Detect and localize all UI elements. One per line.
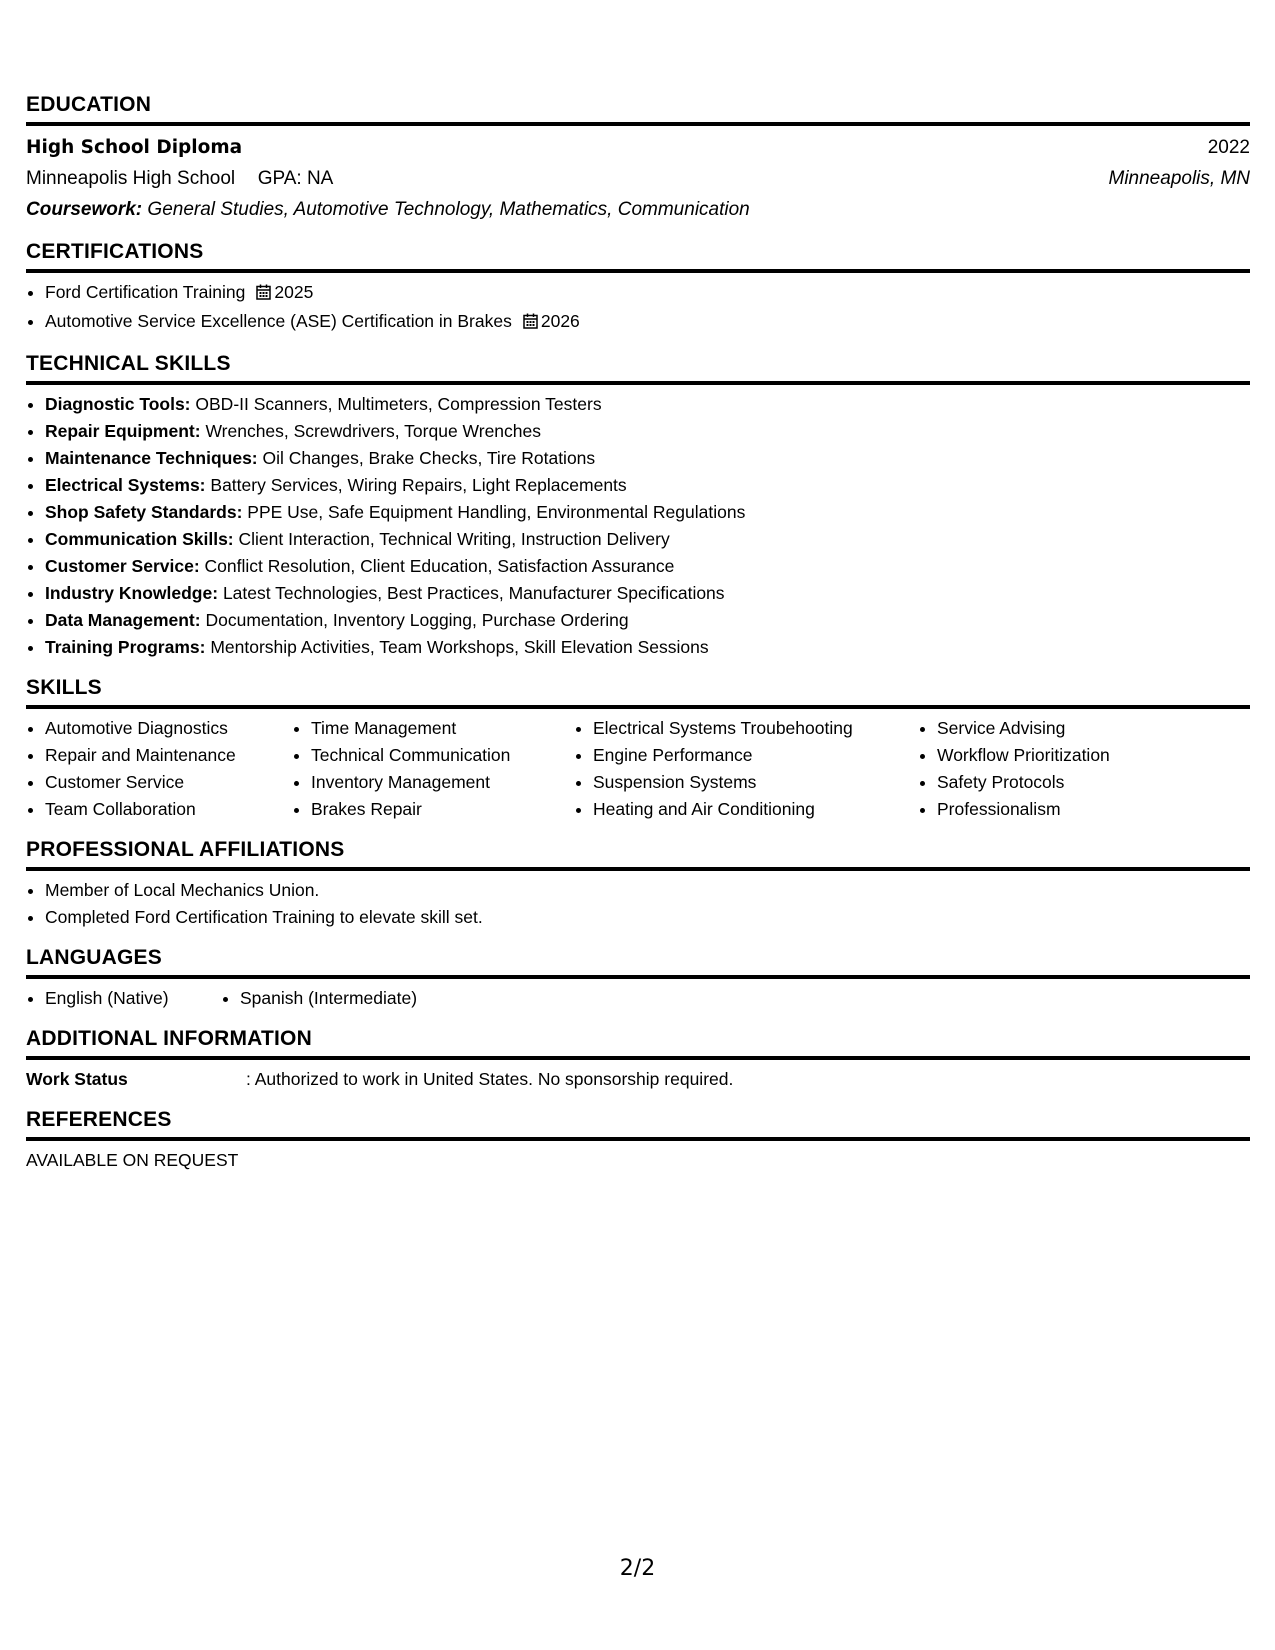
education-location: Minneapolis, MN bbox=[1108, 168, 1250, 189]
skill-text: Client Interaction, Technical Writing, Instruction Delivery bbox=[238, 529, 670, 549]
skill-text: Latest Technologies, Best Practices, Manufacturer Specifications bbox=[222, 583, 725, 603]
list-item: • Automotive Diagnostics bbox=[45, 715, 292, 742]
section-title-certifications: CERTIFICATIONS bbox=[26, 239, 1250, 273]
certification-name: Ford Certification Training bbox=[45, 282, 246, 302]
section-title-references: REFERENCES bbox=[26, 1107, 1250, 1141]
certification-year: 2026 bbox=[540, 311, 580, 331]
list-item: • Heating and Air Conditioning bbox=[593, 796, 918, 823]
skills-column bbox=[292, 715, 574, 823]
list-item: • Professionalism bbox=[937, 796, 1197, 823]
skill-label: Industry Knowledge: bbox=[45, 583, 219, 603]
calendar-icon bbox=[256, 281, 271, 308]
list-item bbox=[45, 279, 1250, 308]
education-year: 2022 bbox=[1207, 137, 1250, 158]
list-item: • Customer Service bbox=[45, 769, 292, 796]
list-item: • Engine Performance bbox=[593, 742, 918, 769]
certifications-section bbox=[26, 239, 1250, 337]
technical-skills-section bbox=[26, 351, 1250, 661]
education-school-row bbox=[26, 163, 1250, 194]
section-title-languages: LANGUAGES bbox=[26, 945, 1250, 979]
list-item bbox=[45, 445, 1250, 472]
skill-label: Data Management: bbox=[45, 610, 201, 630]
work-status-value: : Authorized to work in United States. No sponsorship required. bbox=[246, 1069, 734, 1089]
list-item: • Spanish (Intermediate) bbox=[240, 985, 417, 1012]
skills-section bbox=[26, 675, 1250, 823]
list-item: • Inventory Management bbox=[311, 769, 574, 796]
education-degree-row bbox=[26, 132, 1250, 163]
list-item: • Team Collaboration bbox=[45, 796, 292, 823]
list-item: • Technical Communication bbox=[311, 742, 574, 769]
skill-text: PPE Use, Safe Equipment Handling, Environmental Regulations bbox=[247, 502, 746, 522]
work-status-label: Work Status bbox=[26, 1069, 128, 1089]
section-title-technical-skills: TECHNICAL SKILLS bbox=[26, 351, 1250, 385]
list-item: • Brakes Repair bbox=[311, 796, 574, 823]
section-title-skills: SKILLS bbox=[26, 675, 1250, 709]
references-section bbox=[26, 1107, 1250, 1174]
skills-grid bbox=[26, 715, 1250, 823]
section-title-additional-info: ADDITIONAL INFORMATION bbox=[26, 1026, 1250, 1060]
education-section bbox=[26, 92, 1250, 225]
education-gpa: GPA: NA bbox=[257, 168, 334, 189]
coursework-label: Coursework: bbox=[26, 199, 143, 220]
list-item: • Time Management bbox=[311, 715, 574, 742]
certifications-list bbox=[26, 279, 1250, 337]
skill-text: Wrenches, Screwdrivers, Torque Wrenches bbox=[205, 421, 542, 441]
coursework-text: General Studies, Automotive Technology, Mathematics, Communication bbox=[147, 199, 750, 220]
certification-name: Automotive Service Excellence (ASE) Certification in Brakes bbox=[45, 311, 512, 331]
calendar-icon bbox=[523, 310, 538, 337]
resume-page bbox=[26, 92, 1250, 1188]
skill-label: Electrical Systems: bbox=[45, 475, 206, 495]
list-item bbox=[45, 391, 1250, 418]
list-item: • Member of Local Mechanics Union. bbox=[45, 877, 1250, 904]
list-item: • Electrical Systems Troubehooting bbox=[593, 715, 918, 742]
skills-column bbox=[918, 715, 1197, 823]
list-item bbox=[45, 526, 1250, 553]
skill-label: Communication Skills: bbox=[45, 529, 234, 549]
list-item: • Completed Ford Certification Training to elevate skill set. bbox=[45, 904, 1250, 931]
list-item: • Suspension Systems bbox=[593, 769, 918, 796]
list-item bbox=[45, 553, 1250, 580]
additional-info-section bbox=[26, 1026, 1250, 1093]
certification-year: 2025 bbox=[274, 282, 314, 302]
references-text: AVAILABLE ON REQUEST bbox=[26, 1150, 239, 1170]
skill-text: Conflict Resolution, Client Education, Satisfaction Assurance bbox=[204, 556, 675, 576]
list-item: • Safety Protocols bbox=[937, 769, 1197, 796]
list-item: • Workflow Prioritization bbox=[937, 742, 1197, 769]
list-item bbox=[45, 607, 1250, 634]
skill-label: Customer Service: bbox=[45, 556, 200, 576]
skill-label: Repair Equipment: bbox=[45, 421, 201, 441]
skills-column bbox=[574, 715, 918, 823]
affiliations-section bbox=[26, 837, 1250, 931]
skills-column bbox=[26, 715, 292, 823]
skill-label: Training Programs: bbox=[45, 637, 206, 657]
skill-label: Shop Safety Standards: bbox=[45, 502, 243, 522]
education-degree: High School Diploma bbox=[26, 137, 243, 158]
list-item: • English (Native) bbox=[45, 985, 221, 1012]
skill-label: Diagnostic Tools: bbox=[45, 394, 191, 414]
section-title-education: EDUCATION bbox=[26, 92, 1250, 126]
skill-text: Battery Services, Wiring Repairs, Light Replacements bbox=[210, 475, 627, 495]
languages-list bbox=[26, 985, 1250, 1012]
technical-skills-list bbox=[26, 391, 1250, 661]
list-item: • Repair and Maintenance bbox=[45, 742, 292, 769]
affiliations-list bbox=[26, 877, 1250, 931]
section-title-affiliations: PROFESSIONAL AFFILIATIONS bbox=[26, 837, 1250, 871]
list-item bbox=[45, 580, 1250, 607]
list-item bbox=[45, 499, 1250, 526]
skill-text: Oil Changes, Brake Checks, Tire Rotations bbox=[262, 448, 596, 468]
list-item bbox=[45, 418, 1250, 445]
education-coursework-row bbox=[26, 194, 1250, 225]
work-status-row bbox=[26, 1066, 1250, 1093]
skill-text: OBD-II Scanners, Multimeters, Compression Testers bbox=[195, 394, 602, 414]
skill-text: Mentorship Activities, Team Workshops, Skill Elevation Sessions bbox=[210, 637, 709, 657]
list-item bbox=[45, 634, 1250, 661]
skill-text: Documentation, Inventory Logging, Purchase Ordering bbox=[205, 610, 629, 630]
list-item bbox=[45, 308, 1250, 337]
languages-section bbox=[26, 945, 1250, 1012]
skill-label: Maintenance Techniques: bbox=[45, 448, 258, 468]
list-item bbox=[45, 472, 1250, 499]
education-school: Minneapolis High School bbox=[26, 168, 236, 189]
page-number: 2/2 bbox=[619, 1556, 656, 1581]
list-item: • Service Advising bbox=[937, 715, 1197, 742]
